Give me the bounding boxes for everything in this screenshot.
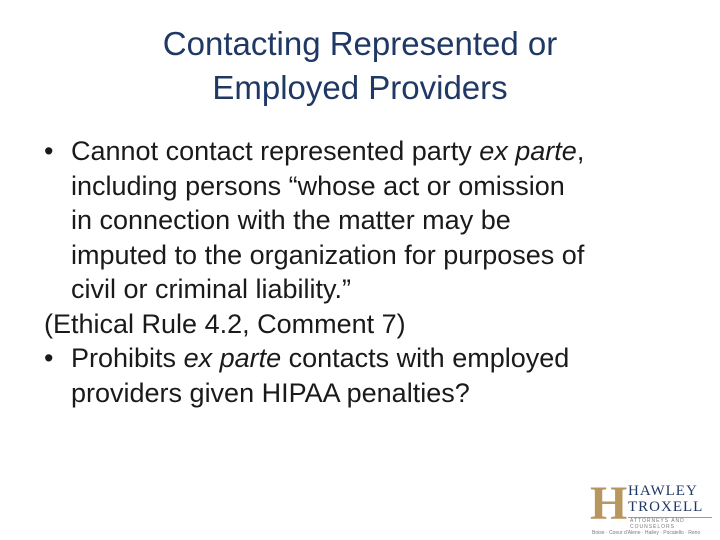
slide-body xyxy=(44,134,694,410)
bullet-item-1 xyxy=(44,134,694,307)
hawley-troxell-logo xyxy=(590,477,716,538)
logo-cities: Boise · Coeur d'Alene · Hailey · Pocatello · Reno xyxy=(592,530,701,536)
slide-title xyxy=(40,22,680,110)
bullet-1-line-2: including persons “whose act or omission xyxy=(71,170,565,201)
bullet-marker: • xyxy=(44,343,54,373)
slide-title-line-1: Contacting Represented or xyxy=(162,25,558,62)
bullet-2-text-pre: Prohibits xyxy=(71,343,184,373)
logo-word-hawley: HAWLEY xyxy=(628,483,698,499)
bullet-1-line-5: civil or criminal liability.” xyxy=(71,274,352,304)
bullet-2-text-post: contacts with employed xyxy=(281,343,570,373)
bullet-1-line-4: imputed to the organization for purposes of xyxy=(71,239,585,270)
citation-line: (Ethical Rule 4.2, Comment 7) xyxy=(44,308,406,339)
bullet-2-line-1 xyxy=(71,341,694,376)
logo-word-troxell: TROXELL xyxy=(628,499,704,515)
bullet-2-text-em: ex parte xyxy=(183,343,282,373)
logo-letter-h: H xyxy=(590,477,628,530)
bullet-1-line-1 xyxy=(71,134,694,169)
bullet-marker: • xyxy=(44,136,54,166)
bullet-1-text-post: , xyxy=(576,136,585,166)
slide-title-line-2: Employed Providers xyxy=(212,69,508,106)
bullet-2-line-2: providers given HIPAA penalties? xyxy=(71,377,470,408)
bullet-1-line-3: in connection with the matter may be xyxy=(71,205,511,235)
bullet-1-text-pre: Cannot contact represented party xyxy=(71,136,480,166)
logo-tagline: ATTORNEYS AND COUNSELORS xyxy=(630,518,685,530)
bullet-item-2 xyxy=(44,341,694,410)
bullet-1-text-em: ex parte xyxy=(479,136,577,166)
